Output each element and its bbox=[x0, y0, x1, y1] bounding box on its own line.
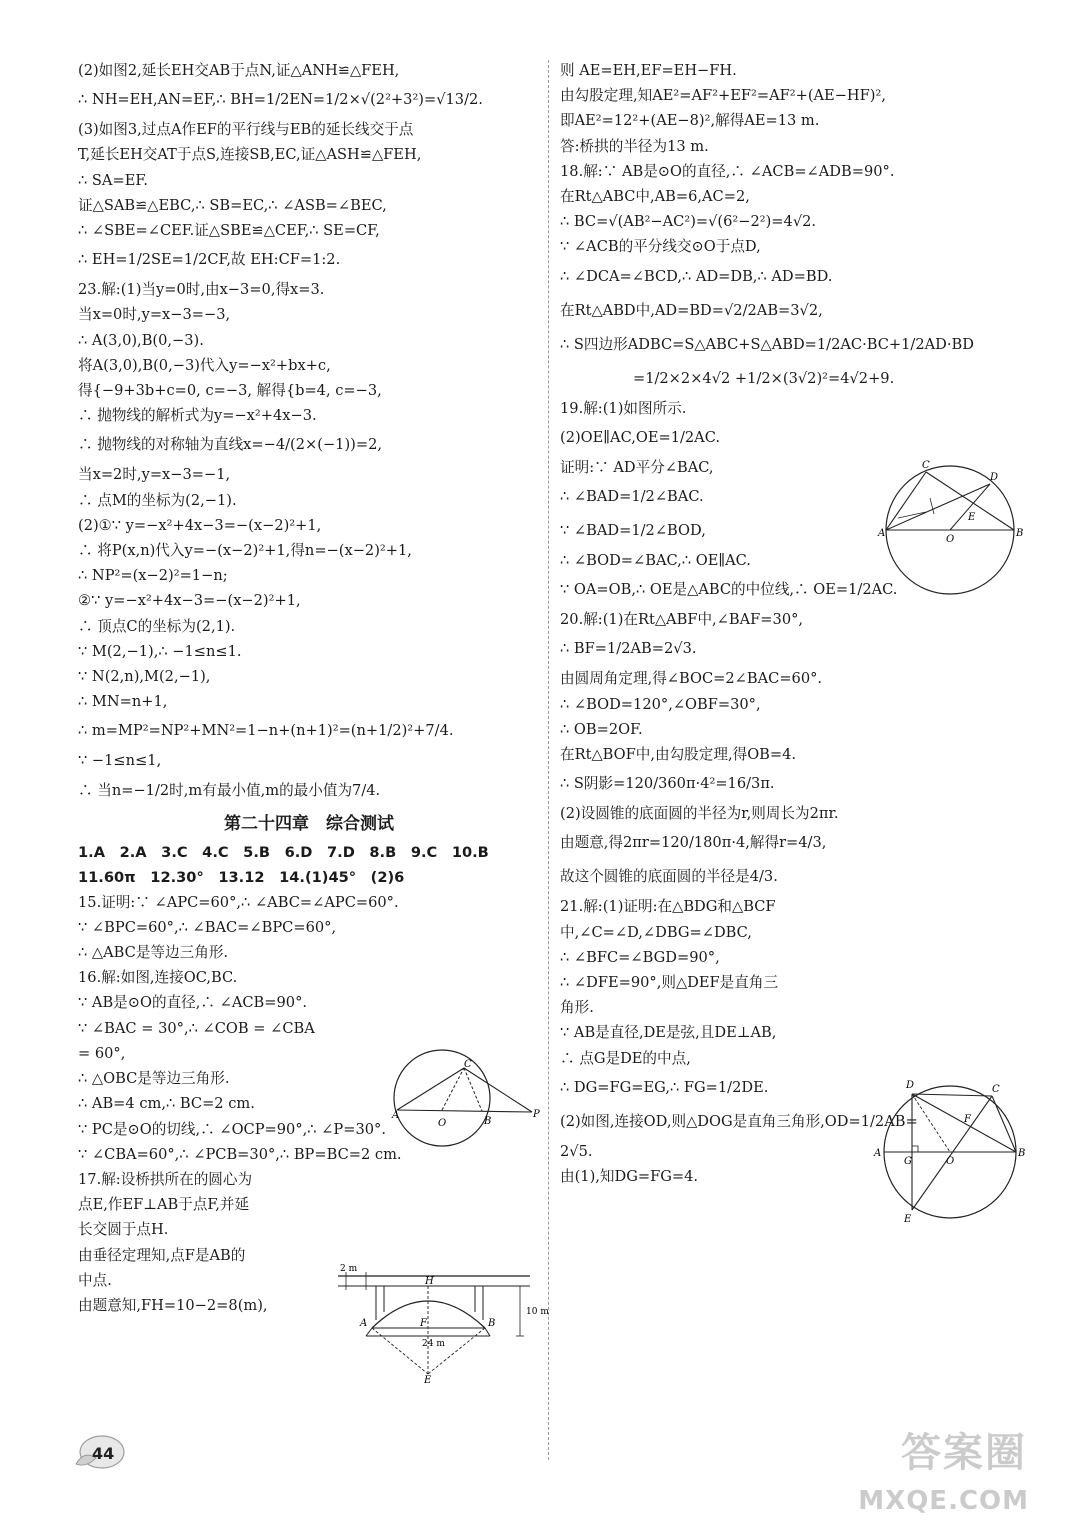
text-line: ∵ PC是⊙O的切线,∴ ∠OCP=90°,∴ ∠P=30°. bbox=[78, 1120, 386, 1138]
text-line: 故这个圆锥的底面圆的半径是4/3. bbox=[560, 868, 778, 886]
fig17-label-f: F bbox=[420, 1318, 427, 1329]
fig21-label-f: F bbox=[964, 1114, 971, 1125]
fig16-label-a: A bbox=[392, 1110, 400, 1121]
text-line: (2)如图2,延长EH交AB于点N,证△ANH≌△FEH, bbox=[78, 62, 400, 79]
text-line: ∴ ∠DCA=∠BCD,∴ AD=DB,∴ AD=BD. bbox=[560, 267, 833, 285]
text-line: 2√5. bbox=[560, 1142, 593, 1160]
fig17-label-10m: 10 m bbox=[526, 1307, 549, 1317]
fig21-label-o: O bbox=[946, 1156, 955, 1167]
text-line: 21.解:(1)证明:在△BDG和△BCF bbox=[560, 898, 776, 916]
column-divider bbox=[548, 60, 549, 1460]
text-line: 19.解:(1)如图所示. bbox=[560, 399, 687, 417]
text-line: ∵ AB是直径,DE是弦,且DE⊥AB, bbox=[560, 1024, 777, 1042]
text-line: ∴ △ABC是等边三角形. bbox=[78, 944, 229, 962]
text-line: (2)OE∥AC,OE=1/2AC. bbox=[560, 428, 721, 446]
fig21-label-a: A bbox=[874, 1148, 882, 1159]
fig17-label-h: H bbox=[425, 1276, 434, 1287]
text-line: ∴ m=MP²=NP²+MN²=1−n+(n+1)²=(n+1/2)²+7/4. bbox=[78, 722, 454, 740]
right-column bbox=[560, 58, 1030, 1189]
text-line: ∴ ∠BOD=∠BAC,∴ OE∥AC. bbox=[560, 552, 751, 570]
fig21-label-c: C bbox=[992, 1084, 1000, 1095]
text-line: ∴ SA=EF. bbox=[78, 171, 148, 189]
text-line: ∵ ∠BAC = 30°,∴ ∠COB = ∠CBA bbox=[78, 1019, 315, 1037]
watermark-logo-text: 答案圈 bbox=[901, 1430, 1027, 1476]
fig21-label-e: E bbox=[904, 1214, 912, 1225]
text-line: ∴ DG=FG=EG,∴ FG=1/2DE. bbox=[560, 1078, 769, 1096]
text-line: 由勾股定理,知AE²=AF²+EF²=AF²+(AE−HF)², bbox=[560, 87, 886, 105]
text-line: 即AE²=12²+(AE−8)²,解得AE=13 m. bbox=[560, 112, 820, 130]
fig17-label-e: E bbox=[424, 1375, 432, 1386]
text-line: ∵ M(2,−1),∴ −1≤n≤1. bbox=[78, 642, 242, 660]
text-line: 在Rt△BOF中,由勾股定理,得OB=4. bbox=[560, 746, 797, 764]
text-line: 当x=0时,y=x−3=−3, bbox=[78, 306, 231, 324]
text-line: ∵ ∠ACB的平分线交⊙O于点D, bbox=[560, 238, 761, 256]
text-line: ∴ 当n=−1/2时,m有最小值,m的最小值为7/4. bbox=[78, 781, 381, 799]
text-line: 16.解:如图,连接OC,BC. bbox=[78, 969, 238, 987]
text-line: ∴ ∠BAD=1/2∠BAC. bbox=[560, 488, 704, 506]
fig19-label-c: C bbox=[922, 460, 930, 471]
right-text-block bbox=[560, 58, 1030, 1189]
watermark bbox=[858, 1424, 1051, 1528]
text-line: 中,∠C=∠D,∠DBG=∠DBC, bbox=[560, 923, 752, 941]
fig17-label-a: A bbox=[360, 1318, 368, 1329]
left-text-block bbox=[78, 58, 540, 808]
text-line: ∴ S阴影=120/360π·4²=16/3π. bbox=[560, 775, 775, 793]
fig16-label-b: B bbox=[484, 1116, 492, 1127]
text-line: 由题意知,FH=10−2=8(m), bbox=[78, 1296, 268, 1314]
text-line: 18.解:∵ AB是⊙O的直径,∴ ∠ACB=∠ADB=90°. bbox=[560, 162, 895, 180]
answers-line-1: 1.A 2.A 3.C 4.C 5.B 6.D 7.D 8.B 9.C 10.B bbox=[78, 843, 489, 861]
text-line: ∵ OA=OB,∴ OE是△ABC的中位线,∴ OE=1/2AC. bbox=[560, 581, 898, 599]
fig19-label-e: E bbox=[968, 512, 976, 523]
text-line: ∴ 将P(x,n)代入y=−(x−2)²+1,得n=−(x−2)²+1, bbox=[78, 542, 412, 560]
text-line: = 60°, bbox=[78, 1044, 126, 1062]
text-line: 得{−9+3b+c=0, c=−3, 解得{b=4, c=−3, bbox=[78, 382, 382, 400]
text-line: 长交圆于点H. bbox=[78, 1221, 169, 1239]
text-line: ∴ EH=1/2SE=1/2CF,故 EH:CF=1:2. bbox=[78, 251, 341, 269]
chapter-title: 第二十四章 综合测试 bbox=[224, 813, 394, 834]
watermark-url: MXQE.COM bbox=[858, 1486, 1029, 1516]
figure-16-circle-tangent bbox=[392, 1060, 542, 1138]
fig16-label-p: P bbox=[533, 1109, 540, 1120]
text-line: ∵ AB是⊙O的直径,∴ ∠ACB=90°. bbox=[78, 994, 308, 1012]
text-line: 17.解:设桥拱所在的圆心为 bbox=[78, 1170, 253, 1188]
text-line: ∴ ∠SBE=∠CEF.证△SBE≌△CEF,∴ SE=CF, bbox=[78, 222, 380, 240]
text-line: ∴ 点M的坐标为(2,−1). bbox=[78, 491, 237, 509]
fig21-label-d: D bbox=[906, 1080, 915, 1091]
text-line: 角形. bbox=[560, 999, 594, 1017]
text-line: ∴ △OBC是等边三角形. bbox=[78, 1070, 230, 1088]
figure-21-circle bbox=[870, 1076, 1030, 1226]
text-line: 15.证明:∵ ∠APC=60°,∴ ∠ABC=∠APC=60°. bbox=[78, 893, 399, 911]
text-line: ∵ −1≤n≤1, bbox=[78, 752, 162, 770]
text-line: ∴ BC=√(AB²−AC²)=√(6²−2²)=4√2. bbox=[560, 213, 817, 231]
text-line: ②∵ y=−x²+4x−3=−(x−2)²+1, bbox=[78, 592, 301, 610]
text-line: ∵ ∠BPC=60°,∴ ∠BAC=∠BPC=60°, bbox=[78, 918, 337, 936]
text-line: ∴ AB=4 cm,∴ BC=2 cm. bbox=[78, 1095, 255, 1113]
text-line: ∵ ∠CBA=60°,∴ ∠PCB=30°,∴ BP=BC=2 cm. bbox=[78, 1145, 402, 1163]
fig16-label-c: C bbox=[464, 1059, 472, 1070]
text-line: 在Rt△ABD中,AD=BD=√2/2AB=3√2, bbox=[560, 301, 823, 319]
text-line: 证△SAB≌△EBC,∴ SB=EC,∴ ∠ASB=∠BEC, bbox=[78, 196, 387, 214]
text-line: ∴ ∠DFE=90°,则△DEF是直角三 bbox=[560, 974, 779, 992]
fig21-label-g: G bbox=[904, 1156, 912, 1167]
text-line: ∴ 顶点C的坐标为(2,1). bbox=[78, 617, 236, 635]
text-line: ∴ ∠BFC=∠BGD=90°, bbox=[560, 948, 720, 966]
text-line: 答:桥拱的半径为13 m. bbox=[560, 137, 709, 155]
text-line: ∴ 抛物线的解析式为y=−x²+4x−3. bbox=[78, 407, 317, 425]
text-line: ∴ BF=1/2AB=2√3. bbox=[560, 640, 697, 658]
text-line: (2)如图,连接OD,则△DOG是直角三角形,OD=1/2AB= bbox=[560, 1112, 918, 1130]
fig17-label-b: B bbox=[488, 1318, 496, 1329]
text-line: ∴ A(3,0),B(0,−3). bbox=[78, 331, 204, 349]
text-line: 23.解:(1)当y=0时,由x−3=0,得x=3. bbox=[78, 281, 325, 299]
fig21-label-b: B bbox=[1018, 1148, 1026, 1159]
text-line: 由题意,得2πr=120/180π·4,解得r=4/3, bbox=[560, 834, 827, 852]
text-line: 由(1),知DG=FG=4. bbox=[560, 1168, 699, 1186]
text-line: ∵ N(2,n),M(2,−1), bbox=[78, 668, 211, 686]
text-line: ∴ NP²=(x−2)²=1−n; bbox=[78, 567, 228, 585]
text-line: ∴ NH=EH,AN=EF,∴ BH=1/2EN=1/2×√(2²+3²)=√13/2. bbox=[78, 91, 483, 109]
fig19-label-a: A bbox=[878, 528, 886, 539]
text-line: ∴ 抛物线的对称轴为直线x=−4/(2×(−1))=2, bbox=[78, 436, 383, 454]
fig19-label-o: O bbox=[946, 534, 955, 545]
figure-19-circle bbox=[878, 458, 1028, 608]
text-line: 中点. bbox=[78, 1271, 112, 1289]
figure-17-bridge-arch bbox=[330, 1262, 549, 1386]
text-line: (3)如图3,过点A作EF的平行线与EB的延长线交于点 bbox=[78, 121, 414, 139]
text-line: ∴ 点G是DE的中点, bbox=[560, 1049, 691, 1067]
text-line: 由圆周角定理,得∠BOC=2∠BAC=60°. bbox=[560, 670, 823, 688]
text-line: ∵ ∠BAD=1/2∠BOD, bbox=[560, 522, 706, 540]
fig19-label-b: B bbox=[1016, 528, 1024, 539]
text-line: ∴ OB=2OF. bbox=[560, 720, 643, 738]
answers-line-2: 11.60π 12.30° 13.12 14.(1)45° (2)6 bbox=[78, 868, 405, 886]
text-line: 20.解:(1)在Rt△ABF中,∠BAF=30°, bbox=[560, 611, 804, 629]
fig17-label-2m: 2 m bbox=[340, 1264, 358, 1274]
text-line: 证明:∵ AD平分∠BAC, bbox=[560, 458, 714, 476]
text-line: 将A(3,0),B(0,−3)代入y=−x²+bx+c, bbox=[78, 356, 331, 374]
text-line: 由垂径定理知,点F是AB的 bbox=[78, 1246, 246, 1264]
fig19-label-d: D bbox=[990, 472, 999, 483]
fig17-label-24m: 24 m bbox=[422, 1339, 445, 1349]
text-line: T,延长EH交AT于点S,连接SB,EC,证△ASH≌△FEH, bbox=[78, 146, 422, 164]
text-line: (2)①∵ y=−x²+4x−3=−(x−2)²+1, bbox=[78, 516, 322, 534]
text-line: 当x=2时,y=x−3=−1, bbox=[78, 466, 231, 484]
text-line: ∴ MN=n+1, bbox=[78, 693, 168, 711]
page-number: 44 bbox=[92, 1444, 115, 1463]
fig16-label-o: O bbox=[438, 1118, 447, 1129]
text-line: 则 AE=EH,EF=EH−FH. bbox=[560, 62, 737, 79]
text-line: (2)设圆锥的底面圆的半径为r,则周长为2πr. bbox=[560, 805, 839, 823]
text-line: =1/2×2×4√2 +1/2×(3√2)²=4√2+9. bbox=[560, 369, 895, 387]
text-line: 在Rt△ABC中,AB=6,AC=2, bbox=[560, 188, 750, 206]
text-line: ∴ S四边形ADBC=S△ABC+S△ABD=1/2AC·BC+1/2AD·BD bbox=[560, 335, 974, 353]
text-line: ∴ ∠BOD=120°,∠OBF=30°, bbox=[560, 695, 761, 713]
text-line: 点E,作EF⊥AB于点F,并延 bbox=[78, 1196, 250, 1214]
